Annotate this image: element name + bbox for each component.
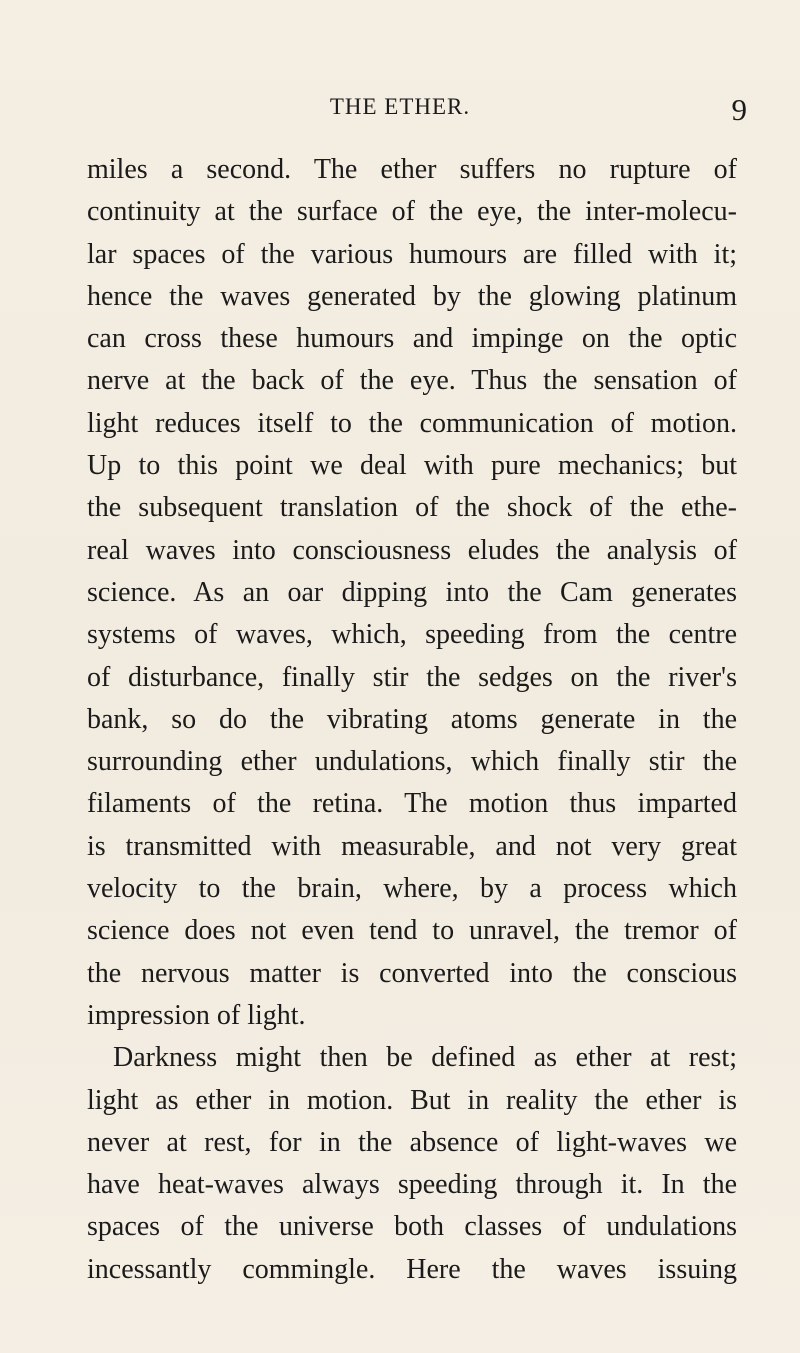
text-line: systems of waves, which, speeding from the centre <box>87 619 737 651</box>
text-line: impression of light. <box>87 999 306 1031</box>
text-line: incessantly commingle. Here the waves issuing <box>87 1253 737 1285</box>
page-number: 9 <box>731 92 747 127</box>
running-title: THE ETHER. <box>329 94 471 119</box>
text-line: velocity to the brain, where, by a process which <box>87 873 737 905</box>
text-line: light as ether in motion. But in reality the ether is <box>87 1084 737 1116</box>
text-line: nerve at the back of the eye. Thus the sensation of <box>87 365 737 397</box>
text-line: spaces of the universe both classes of undulations <box>87 1211 737 1243</box>
text-line: miles a second. The ether suffers no rupture of <box>87 154 737 185</box>
text-line: continuity at the surface of the eye, the inter-molecu- <box>87 196 737 228</box>
body-text <box>87 149 737 1291</box>
text-line: filaments of the retina. The motion thus imparted <box>87 788 737 820</box>
text-line: have heat-waves always speeding through it. In the <box>87 1169 737 1201</box>
text-line: never at rest, for in the absence of light-waves we <box>87 1126 737 1158</box>
text-line: surrounding ether undulations, which finally stir the <box>87 746 737 778</box>
page-header <box>0 94 800 134</box>
text-line: is transmitted with measurable, and not very great <box>87 830 737 862</box>
text-line: the nervous matter is converted into the conscious <box>87 957 737 989</box>
text-line: Up to this point we deal with pure mechanics; but <box>87 450 737 482</box>
text-line: the subsequent translation of the shock of the ethe- <box>87 492 737 524</box>
text-line: science does not even tend to unravel, the tremor of <box>87 915 737 947</box>
paragraph-first-line: Darkness might then be defined as ether at rest; <box>113 1042 737 1074</box>
text-line: bank, so do the vibrating atoms generate in the <box>87 703 737 735</box>
text-line: light reduces itself to the communication of motion. <box>87 407 737 439</box>
text-line: real waves into consciousness eludes the analysis of <box>87 534 737 566</box>
text-line: lar spaces of the various humours are filled with it; <box>87 238 737 270</box>
text-line: of disturbance, finally stir the sedges on the river's <box>87 661 737 693</box>
text-line: hence the waves generated by the glowing platinum <box>87 280 737 312</box>
text-line: can cross these humours and impinge on the optic <box>87 323 737 355</box>
text-line: science. As an oar dipping into the Cam generates <box>87 576 737 608</box>
